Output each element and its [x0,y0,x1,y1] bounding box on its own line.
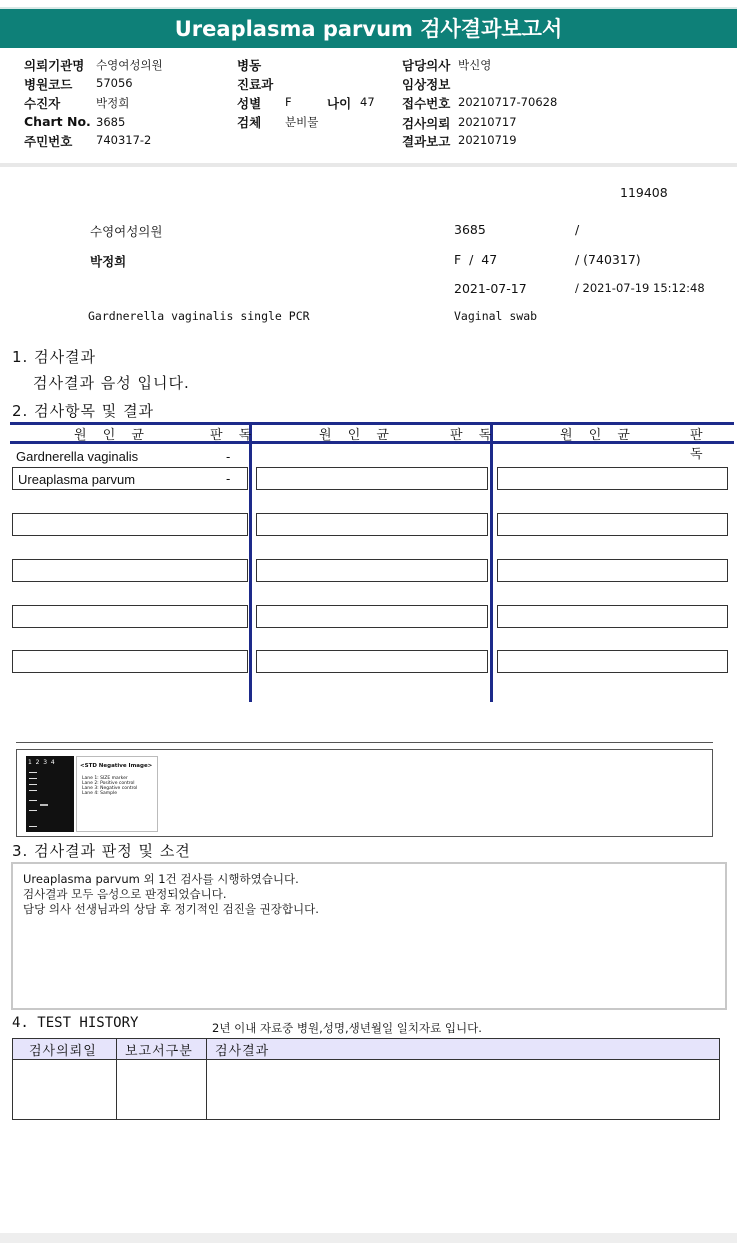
label-age: 나이 [327,96,352,111]
gel-legend-lane2: Lane 2: Positive control [82,781,135,786]
row6-cell-2 [256,650,488,673]
row4-cell-2 [256,559,488,582]
comment-line-2: 검사결과 모두 음성으로 판정되었습니다. [23,887,227,901]
summary-chart-no: 3685 [454,222,486,237]
row3-cell-2 [256,513,488,536]
report-number: 119408 [620,185,668,200]
value-specimen: 분비물 [285,115,319,129]
label-request-date: 검사의뢰 [402,116,451,131]
section3-title: 3. 검사결과 판정 및 소견 [12,842,191,860]
row6-cell-3 [497,650,728,673]
summary-test-name: Gardnerella vaginalis single PCR [88,309,310,323]
value-report-date: 20210719 [458,133,517,147]
label-hospital-code: 병원코드 [24,77,73,92]
section1-result-text: 검사결과 음성 입니다. [33,374,190,392]
summary-report-datetime: / 2021-07-19 15:12:48 [575,281,705,295]
col-judge-1: 판 독 [210,428,258,443]
value-clinic: 수영여성의원 [96,58,163,72]
gel-legend [82,776,137,796]
label-ward: 병동 [237,58,262,73]
row3-cell-1 [12,513,248,536]
history-col-report-type: 보고서구분 [117,1039,207,1060]
label-patient: 수진자 [24,96,61,111]
gel-legend-panel [76,756,158,832]
history-header-row [13,1039,720,1060]
label-resident-no: 주민번호 [24,134,73,149]
value-hospital-code: 57056 [96,76,133,90]
header-divider [0,163,737,167]
col-pathogen-3: 원 인 균 [560,428,636,443]
label-report-date: 결과보고 [402,134,451,149]
gel-legend-lane1: Lane 1: SIZE marker [82,776,128,781]
row5-cell-1 [12,605,248,628]
comment-line-3: 담당 의사 선생님과의 상담 후 정기적인 검진을 권장합니다. [23,902,319,916]
grid-divider-2 [490,422,493,702]
history-col-request-date: 검사의뢰일 [13,1039,117,1060]
report-title: Ureaplasma parvum 검사결과보고서 [0,7,737,48]
label-specimen: 검체 [237,115,262,130]
summary-sex-age: F / 47 [454,252,498,267]
label-sex: 성별 [237,96,262,111]
summary-id: / (740317) [575,252,641,267]
comment-box [11,862,727,1010]
label-doctor: 담당의사 [402,58,451,73]
gel-band [29,784,37,785]
summary-clinic: 수영여성의원 [90,224,163,239]
row4-cell-3 [497,559,728,582]
label-clinical-info: 임상정보 [402,77,451,92]
grid-divider-1 [249,422,252,702]
row2-cell-2 [256,467,488,490]
gel-legend-lane4: Lane 4: Sample [82,791,117,796]
row1-result: - [226,449,231,464]
row2-pathogen: Ureaplasma parvum [18,472,136,487]
label-clinic: 의뢰기관명 [24,58,85,73]
value-patient: 박정희 [96,96,130,110]
label-chart-no: Chart No. [24,114,91,129]
gel-band [29,772,37,773]
value-chart-no: 3685 [96,115,126,129]
label-receipt-no: 접수번호 [402,96,451,111]
history-cell [13,1060,117,1120]
row5-cell-2 [256,605,488,628]
summary-patient: 박정희 [90,254,127,269]
value-doctor: 박신영 [458,58,492,72]
gel-legend-lane3: Lane 3: Negative control [82,786,138,791]
gel-band [29,778,37,779]
gel-electrophoresis-image [26,756,74,832]
row6-cell-1 [12,650,248,673]
col-pathogen-1: 원 인 균 [74,428,150,443]
gel-band [29,800,37,801]
gel-band [29,826,37,827]
history-cell [207,1060,720,1120]
row4-cell-1 [12,559,248,582]
row2-cell-3 [497,467,728,490]
gel-band [29,790,37,791]
value-receipt-no: 20210717-70628 [458,95,558,109]
gel-lane-numbers: 1 2 3 4 [28,759,55,766]
row5-cell-3 [497,605,728,628]
summary-request-date: 2021-07-17 [454,281,527,296]
row2-result: - [226,471,231,486]
col-judge-3: 판 독 [690,428,709,462]
col-judge-2: 판 독 [450,428,498,443]
comment-line-1: Ureaplasma parvum 외 1건 검사를 시행하였습니다. [23,872,299,886]
history-cell [117,1060,207,1120]
bottom-bar [0,1233,737,1243]
history-col-result: 검사결과 [207,1039,720,1060]
history-table [12,1038,720,1120]
value-sex: F [285,95,292,109]
row1-pathogen: Gardnerella vaginalis [16,449,139,464]
value-resident-no: 740317-2 [96,133,152,147]
history-row-empty [13,1060,720,1120]
gel-caption: <STD Negative Image> [80,763,153,769]
gel-band-positive [40,804,48,806]
summary-slash: / [575,222,580,237]
section4-note: 2년 이내 자료중 병원,성명,생년월일 일치자료 입니다. [212,1021,482,1035]
row3-cell-3 [497,513,728,536]
col-pathogen-2: 원 인 균 [319,428,395,443]
section2-title: 2. 검사항목 및 결과 [12,402,155,420]
gel-top-rule [16,742,713,743]
section4-title: 4. TEST HISTORY [12,1015,139,1031]
value-request-date: 20210717 [458,115,517,129]
summary-specimen: Vaginal swab [454,309,538,323]
label-department: 진료과 [237,77,274,92]
value-age: 47 [360,95,375,109]
section1-title: 1. 검사결과 [12,348,97,366]
gel-band [29,810,37,811]
